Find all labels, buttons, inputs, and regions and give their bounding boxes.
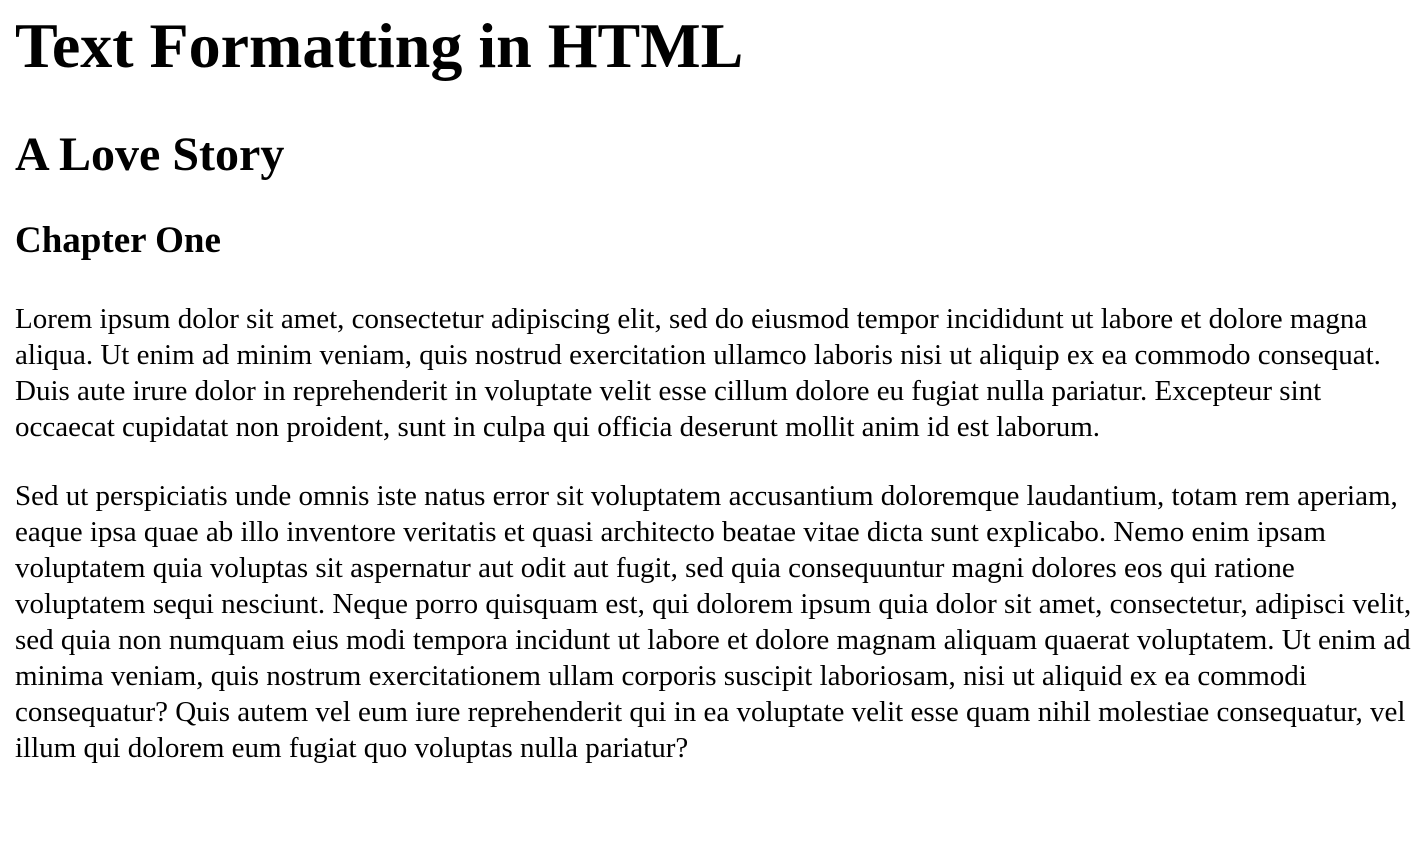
- chapter-heading: Chapter One: [15, 220, 221, 261]
- paragraph-two: Sed ut perspiciatis unde omnis iste natus error sit voluptatem accusantium doloremque laudantium, totam rem aperiam, eaque ipsa quae ab illo inventore veritatis et quasi architecto beatae vitae dicta sunt explicabo. Nemo enim ipsam voluptatem quia voluptas sit aspernatur aut odit aut fugit, sed quia consequuntur magni dolores eos qui ratione voluptatem sequi nesciunt. Neque porro quisquam est, qui dolorem ipsum quia dolor sit amet, consectetur, adipisci velit, sed quia non numquam eius modi tempora incidunt ut labore et dolore magnam aliquam quaerat voluptatem. Ut enim ad minima veniam, quis nostrum exercitationem ullam corporis suscipit laboriosam, nisi ut aliquid ex ea commodi consequatur? Quis autem vel eum iure reprehenderit qui in ea voluptate velit esse quam nihil molestiae consequatur, vel illum qui dolorem eum fugiat quo voluptas nulla pariatur?: [15, 480, 1412, 764]
- document-page: [0, 9, 1428, 766]
- page-title: Text Formatting in HTML: [15, 10, 744, 81]
- story-subtitle: A Love Story: [15, 128, 285, 181]
- paragraph-one: Lorem ipsum dolor sit amet, consectetur adipiscing elit, sed do eiusmod tempor incididunt ut labore et dolore magna aliqua. Ut enim ad minim veniam, quis nostrud exercitation ullamco laboris nisi ut aliquip ex ea commodo consequat. Duis aute irure dolor in reprehenderit in voluptate velit esse cillum dolore eu fugiat nulla pariatur. Excepteur sint occaecat cupidatat non proident, sunt in culpa qui officia deserunt mollit anim id est laborum.: [15, 303, 1381, 443]
